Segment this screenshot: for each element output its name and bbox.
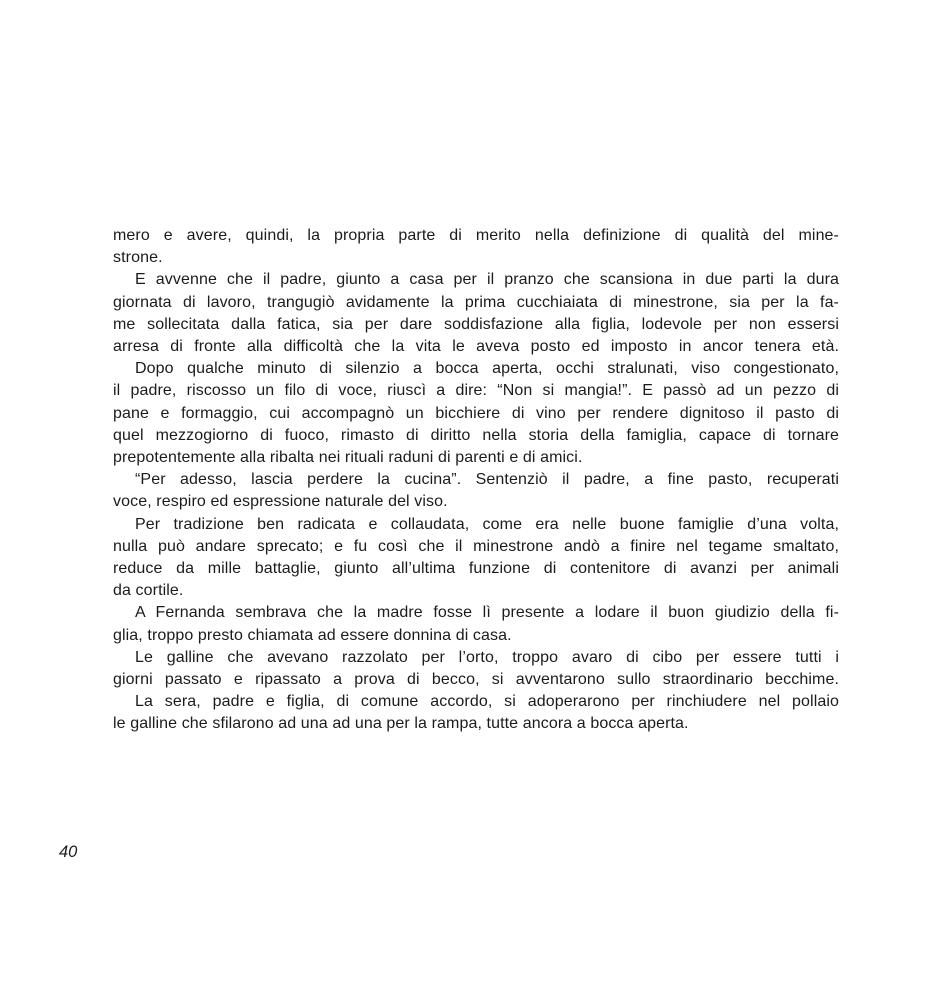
paragraph bbox=[113, 514, 839, 603]
text-line: giorni passato e ripassato a prova di becco, si avventarono sullo straordinario becchime. bbox=[113, 671, 839, 689]
text-line: arresa di fronte alla difficoltà che la vita le aveva posto ed imposto in ancor tenera età. bbox=[113, 338, 839, 356]
page-text bbox=[113, 225, 839, 736]
text-line: Dopo qualche minuto di silenzio a bocca aperta, occhi stralunati, viso congestionato, bbox=[135, 360, 839, 378]
paragraph bbox=[113, 225, 839, 269]
text-line: mero e avere, quindi, la propria parte di merito nella definizione di qualità del mine- bbox=[113, 227, 839, 244]
text-line: glia, troppo presto chiamata ad essere donnina di casa. bbox=[113, 626, 512, 644]
text-line: reduce da mille battaglie, giunto all’ultima funzione di contenitore di avanzi per animali bbox=[113, 560, 839, 578]
paragraph bbox=[113, 269, 839, 358]
text-line: prepotentemente alla ribalta nei rituali raduni di parenti e di amici. bbox=[113, 449, 583, 467]
text-line: La sera, padre e figlia, di comune accordo, si adoperarono per rinchiudere nel pollaio bbox=[135, 693, 839, 711]
text-line: giornata di lavoro, trangugiò avidamente la prima cucchiaiata di minestrone, sia per la fa- bbox=[113, 293, 839, 311]
text-line: voce, respiro ed espressione naturale del viso. bbox=[113, 493, 448, 511]
text-line: il padre, riscosso un filo di voce, riuscì a dire: “Non si mangia!”. E passò ad un pezzo di bbox=[113, 382, 839, 400]
paragraph bbox=[113, 358, 839, 469]
text-line: pane e formaggio, cui accompagnò un bicchiere di vino per rendere dignitoso il pasto di bbox=[113, 404, 839, 422]
text-line: strone. bbox=[113, 249, 163, 267]
text-line: le galline che sfilarono ad una ad una per la rampa, tutte ancora a bocca aperta. bbox=[113, 715, 689, 733]
paragraph bbox=[113, 647, 839, 691]
text-line: quel mezzogiorno di fuoco, rimasto di diritto nella storia della famiglia, capace di tornare bbox=[113, 426, 839, 444]
paragraph bbox=[113, 469, 839, 513]
text-line: me sollecitata dalla fatica, sia per dare soddisfazione alla figlia, lodevole per non essersi bbox=[113, 315, 839, 333]
text-line: “Per adesso, lascia perdere la cucina”. Sentenziò il padre, a fine pasto, recuperati bbox=[135, 471, 839, 489]
paragraph bbox=[113, 602, 839, 646]
text-line: Le galline che avevano razzolato per l’orto, troppo avaro di cibo per essere tutti i bbox=[135, 648, 839, 666]
text-line: nulla può andare sprecato; e fu così che il minestrone andò a finire nel tegame smaltato, bbox=[113, 537, 839, 555]
text-line: Per tradizione ben radicata e collaudata, come era nelle buone famiglie d’una volta, bbox=[135, 515, 839, 533]
paragraph bbox=[113, 691, 839, 735]
text-line: da cortile. bbox=[113, 582, 184, 600]
text-line: A Fernanda sembrava che la madre fosse lì presente a lodare il buon giudizio della fi- bbox=[135, 604, 839, 622]
page-number: 40 bbox=[59, 843, 78, 861]
text-line: E avvenne che il padre, giunto a casa per il pranzo che scansiona in due parti la dura bbox=[135, 271, 839, 289]
